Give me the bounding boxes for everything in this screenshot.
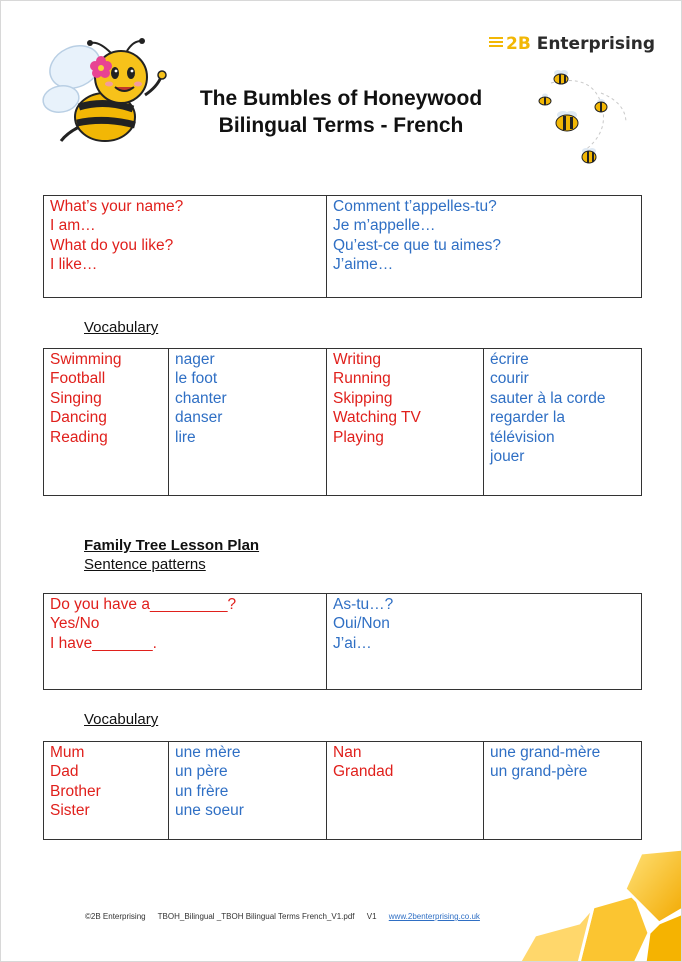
list-item: un frère <box>175 782 229 800</box>
family-col-1 <box>44 742 169 840</box>
list-item: jouer <box>490 448 525 466</box>
list-item: Watching TV <box>333 409 421 427</box>
list-item: Skipping <box>333 389 393 407</box>
list-item: Mum <box>50 744 85 761</box>
list-item: Brother <box>50 782 101 800</box>
phrases-table <box>43 195 642 298</box>
list-item: Yes/No <box>50 615 100 633</box>
vocabulary-heading-2: Vocabulary <box>84 711 159 728</box>
footer-version: V1 <box>366 912 377 921</box>
list-item: As-tu…? <box>333 596 394 613</box>
list-item: Nan <box>333 744 362 761</box>
page-title <box>161 85 521 139</box>
list-item: Writing <box>333 351 381 368</box>
list-item: un grand-père <box>490 763 588 781</box>
patterns-french-cell <box>327 594 642 690</box>
list-item: Comment t’appelles-tu? <box>333 198 497 215</box>
phrases-french-cell <box>327 196 642 298</box>
logo-name: Enterprising <box>530 34 656 54</box>
list-item: regarder la <box>490 409 565 427</box>
phrases-english-cell <box>44 196 327 298</box>
sentence-patterns-table <box>43 593 642 690</box>
logo-lines-icon <box>489 35 503 49</box>
family-col-3 <box>327 742 484 840</box>
bee-mascot-icon <box>39 37 169 145</box>
lesson-plan-heading: Family Tree Lesson Plan <box>84 537 260 554</box>
activities-col-3 <box>327 349 484 496</box>
footer-filename: TBOH_Bilingual _TBOH Bilingual Terms French_V1.pdf <box>157 912 355 921</box>
logo-number: 2B <box>506 34 531 54</box>
brand-logo <box>489 34 655 54</box>
family-table <box>43 741 642 840</box>
list-item: Dancing <box>50 409 107 427</box>
list-item: Running <box>333 370 391 388</box>
activities-col-1 <box>44 349 169 496</box>
list-item: Do you have a_________? <box>50 596 237 613</box>
activities-table <box>43 348 642 496</box>
title-line-2: Bilingual Terms - French <box>218 114 464 137</box>
list-item: I have_______. <box>50 634 157 652</box>
footer-copyright: ©2B Enterprising <box>85 912 146 921</box>
list-item: un père <box>175 763 228 781</box>
vocabulary-heading-1: Vocabulary <box>84 319 159 336</box>
list-item: Playing <box>333 428 384 446</box>
list-item: I am… <box>50 217 96 235</box>
activities-col-4 <box>484 349 642 496</box>
honeycomb-icon <box>509 849 682 962</box>
list-item: Oui/Non <box>333 615 390 633</box>
sentence-patterns-heading: Sentence patterns <box>84 556 206 573</box>
family-col-4 <box>484 742 642 840</box>
list-item: Dad <box>50 763 79 781</box>
list-item: danser <box>175 409 223 427</box>
list-item: nager <box>175 351 215 368</box>
list-item: Sister <box>50 802 90 820</box>
list-item: J’ai… <box>333 634 372 652</box>
list-item: Reading <box>50 428 108 446</box>
list-item: What’s your name? <box>50 198 184 215</box>
list-item: Grandad <box>333 763 394 781</box>
list-item: une mère <box>175 744 241 761</box>
small-bees-icon <box>531 63 641 173</box>
list-item: le foot <box>175 370 218 388</box>
list-item: une soeur <box>175 802 244 820</box>
patterns-english-cell <box>44 594 327 690</box>
list-item: Qu’est-ce que tu aimes? <box>333 236 502 254</box>
list-item: télévision <box>490 428 555 446</box>
list-item: une grand-mère <box>490 744 601 761</box>
list-item: Je m’appelle… <box>333 217 436 235</box>
list-item: chanter <box>175 389 227 407</box>
list-item: lire <box>175 428 196 446</box>
activities-col-2 <box>169 349 327 496</box>
list-item: sauter à la corde <box>490 389 606 407</box>
list-item: What do you like? <box>50 236 174 254</box>
footer-url-link[interactable]: www.2benterprising.co.uk <box>388 912 480 921</box>
list-item: courir <box>490 370 529 388</box>
list-item: I like… <box>50 256 98 274</box>
list-item: Football <box>50 370 106 388</box>
family-col-2 <box>169 742 327 840</box>
list-item: écrire <box>490 351 529 368</box>
list-item: J’aime… <box>333 256 394 274</box>
list-item: Swimming <box>50 351 122 368</box>
list-item: Singing <box>50 389 102 407</box>
page-footer <box>85 912 480 921</box>
title-line-1: The Bumbles of Honeywood <box>199 87 483 110</box>
